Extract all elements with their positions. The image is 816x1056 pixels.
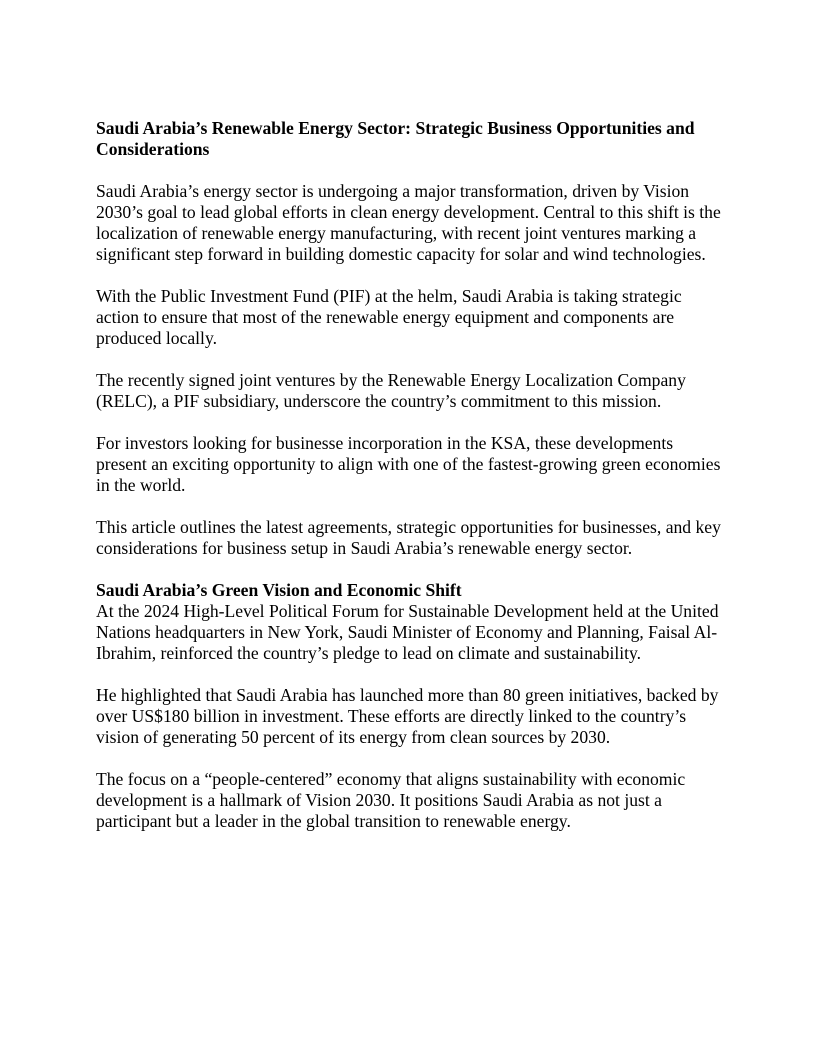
intro-paragraph-2: With the Public Investment Fund (PIF) at the helm, Saudi Arabia is taking strategic action to ensure that most of the renewable energy equipment and components are produced locally.	[96, 286, 682, 348]
article-body	[96, 118, 722, 853]
intro-paragraph-3: The recently signed joint ventures by the Renewable Energy Localization Company (RELC), a PIF subsidiary, underscore the country’s commitment to this mission.	[96, 370, 686, 411]
section-paragraph-2: He highlighted that Saudi Arabia has launched more than 80 green initiatives, backed by over US$180 billion in investment. These efforts are directly linked to the country’s vision of generating 50 percent of its energy from clean sources by 2030.	[96, 685, 719, 747]
section-paragraph-1: At the 2024 High-Level Political Forum for Sustainable Development held at the United Nations headquarters in New York, Saudi Minister of Economy and Planning, Faisal Al-Ibrahim, reinforced the country’s pledge to lead on climate and sustainability.	[96, 601, 719, 663]
article-title: Saudi Arabia’s Renewable Energy Sector: Strategic Business Opportunities and Considerations	[96, 118, 695, 159]
section-heading: Saudi Arabia’s Green Vision and Economic Shift	[96, 580, 462, 600]
intro-paragraph-4: For investors looking for businesse incorporation in the KSA, these developments present an exciting opportunity to align with one of the fastest-growing green economies in the world.	[96, 433, 721, 495]
intro-paragraph-5: This article outlines the latest agreements, strategic opportunities for businesses, and key considerations for business setup in Saudi Arabia’s renewable energy sector.	[96, 517, 721, 558]
section-paragraph-3: The focus on a “people-centered” economy that aligns sustainability with economic development is a hallmark of Vision 2030. It positions Saudi Arabia as not just a participant but a leader in the global transition to renewable energy.	[96, 769, 686, 831]
intro-paragraph-1: Saudi Arabia’s energy sector is undergoing a major transformation, driven by Vision 2030’s goal to lead global efforts in clean energy development. Central to this shift is the localization of renewable energy manufacturing, with recent joint ventures marking a significant step forward in building domestic capacity for solar and wind technologies.	[96, 181, 721, 264]
